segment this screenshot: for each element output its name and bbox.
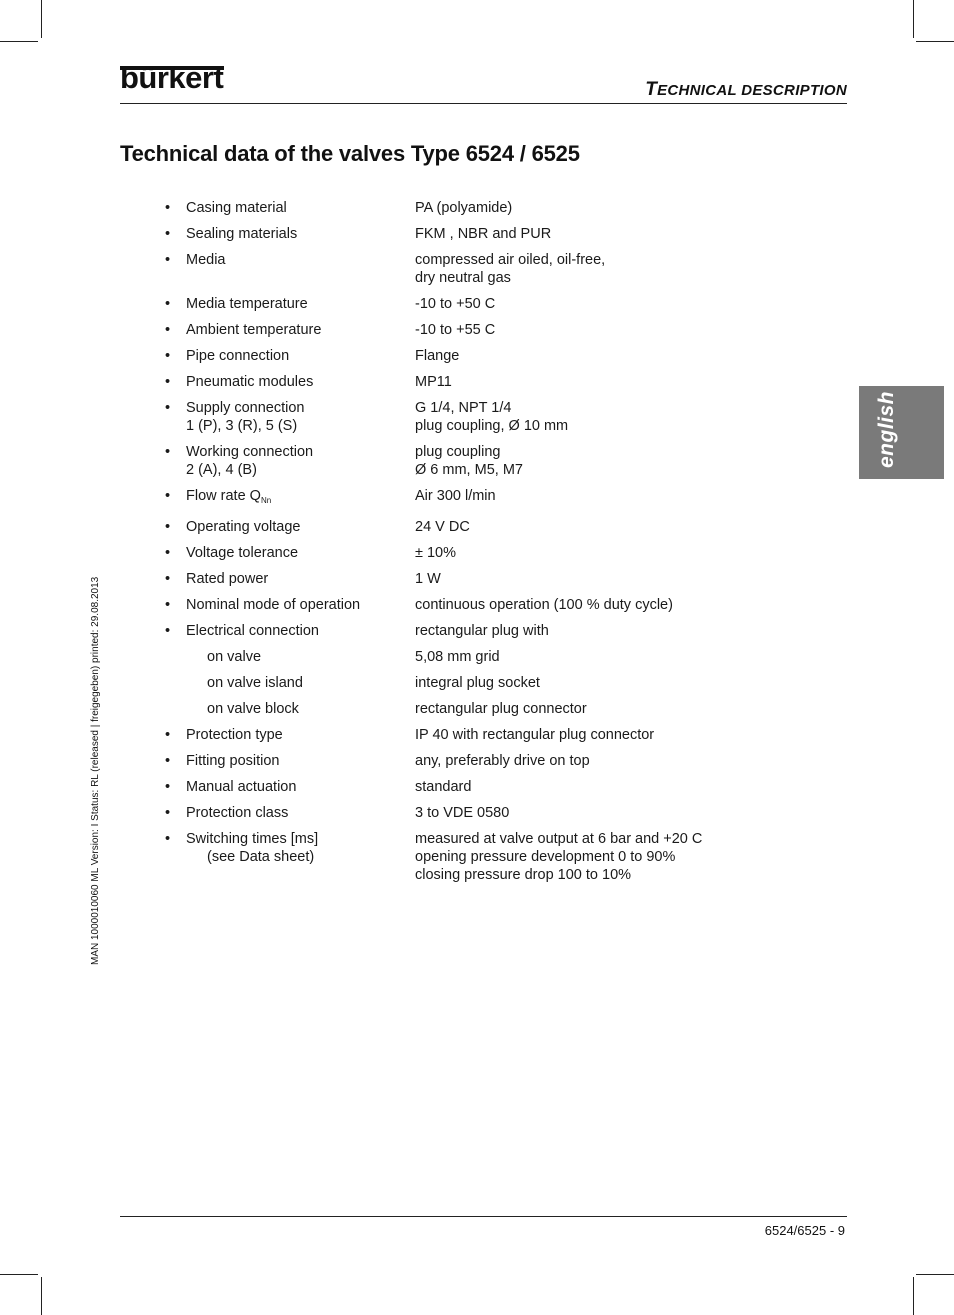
spec-label-text: Media temperature xyxy=(186,296,308,312)
spec-value xyxy=(415,674,765,692)
spec-label-line xyxy=(186,596,415,614)
spec-value xyxy=(415,399,765,435)
spec-label-line xyxy=(207,700,415,718)
spec-value xyxy=(415,804,765,822)
spec-label-line xyxy=(186,225,415,243)
spec-value-line: dry neutral gas xyxy=(415,270,511,286)
spec-value xyxy=(415,544,765,562)
spec-label xyxy=(186,347,415,365)
crop-mark xyxy=(916,41,954,42)
spec-label-text: on valve block xyxy=(207,701,299,717)
spec-row xyxy=(165,199,765,217)
spec-label-line xyxy=(186,726,415,744)
bullet: • xyxy=(165,727,171,743)
spec-label-text: Manual actuation xyxy=(186,779,297,795)
crop-mark xyxy=(0,41,38,42)
bullet: • xyxy=(165,400,171,416)
spec-label-line xyxy=(186,570,415,588)
spec-label-text: Protection type xyxy=(186,727,283,743)
spec-label-text: 1 (P), 3 (R), 5 (S) xyxy=(186,418,298,434)
spec-value xyxy=(415,726,765,744)
spec-label xyxy=(186,544,415,562)
spec-label xyxy=(186,199,415,217)
crop-mark xyxy=(41,1277,42,1315)
spec-row xyxy=(165,443,765,479)
spec-label xyxy=(186,622,415,640)
bullet xyxy=(165,700,186,718)
spec-label-line xyxy=(186,417,415,435)
spec-row xyxy=(165,622,765,640)
spec-label-text: Electrical connection xyxy=(186,623,319,639)
bullet xyxy=(165,648,186,666)
crop-mark xyxy=(913,0,914,38)
bullet: • xyxy=(165,545,171,561)
bullet: • xyxy=(165,296,171,312)
spec-label xyxy=(186,804,415,822)
spec-value xyxy=(415,570,765,588)
spec-label-line xyxy=(186,373,415,391)
spec-value xyxy=(415,295,765,313)
spec-row xyxy=(165,373,765,391)
spec-row xyxy=(165,487,765,510)
spec-value-line: integral plug socket xyxy=(415,675,540,691)
page-title: Technical data of the valves Type 6524 / 6525 xyxy=(120,141,580,166)
burkert-logo: bürkert xyxy=(120,60,224,95)
spec-value xyxy=(415,251,765,287)
spec-label-text: Pneumatic modules xyxy=(186,374,314,390)
bullet: • xyxy=(165,831,171,847)
spec-row xyxy=(165,596,765,614)
crop-mark xyxy=(0,1274,38,1275)
spec-label-text: Rated power xyxy=(186,571,269,587)
spec-value-line: Flange xyxy=(415,348,460,364)
spec-value xyxy=(415,487,765,510)
language-tab-label: english xyxy=(875,390,898,468)
spec-value-line: Air 300 l/min xyxy=(415,488,496,504)
spec-row xyxy=(165,347,765,365)
spec-value xyxy=(415,321,765,339)
header-rule xyxy=(120,103,847,104)
spec-label-line xyxy=(186,622,415,640)
spec-label-line xyxy=(186,778,415,796)
spec-label-line xyxy=(186,752,415,770)
section-title-initial: T xyxy=(645,79,658,100)
spec-value-line: PA (polyamide) xyxy=(415,200,513,216)
bullet: • xyxy=(165,200,171,216)
spec-label xyxy=(186,321,415,339)
language-tab xyxy=(859,386,944,479)
spec-value-line: Ø 6 mm, M5, M7 xyxy=(415,462,523,478)
spec-row xyxy=(165,726,765,744)
spec-label-text: Fitting position xyxy=(186,753,280,769)
spec-label-text: Sealing materials xyxy=(186,226,298,242)
spec-label xyxy=(186,674,415,692)
spec-label-text: Operating voltage xyxy=(186,519,301,535)
spec-row xyxy=(165,518,765,536)
bullet: • xyxy=(165,571,171,587)
spec-value-line: plug coupling, Ø 10 mm xyxy=(415,418,569,434)
section-title-rest: ECHNICAL DESCRIPTION xyxy=(657,82,847,99)
spec-value xyxy=(415,622,765,640)
spec-label-text: Voltage tolerance xyxy=(186,545,299,561)
spec-value-line: plug coupling xyxy=(415,444,501,460)
spec-label-line xyxy=(186,251,415,269)
spec-value-line: -10 to +55 C xyxy=(415,322,496,338)
spec-row xyxy=(165,544,765,562)
spec-value xyxy=(415,648,765,666)
spec-value xyxy=(415,830,765,884)
spec-label xyxy=(186,295,415,313)
spec-row xyxy=(165,399,765,435)
spec-label-line xyxy=(186,321,415,339)
bullet: • xyxy=(165,779,171,795)
spec-label-text: Media xyxy=(186,252,226,268)
spec-value-line: any, preferably drive on top xyxy=(415,753,590,769)
spec-value-line: rectangular plug connector xyxy=(415,701,587,717)
spec-label-text: Ambient temperature xyxy=(186,322,322,338)
crop-mark xyxy=(41,0,42,38)
spec-value-line: rectangular plug with xyxy=(415,623,549,639)
spec-row xyxy=(165,674,765,692)
spec-label xyxy=(186,373,415,391)
spec-label-line xyxy=(186,848,415,866)
spec-row xyxy=(165,295,765,313)
bullet xyxy=(165,674,186,692)
spec-value-line: opening pressure development 0 to 90% xyxy=(415,849,676,865)
spec-label-subscript: Nn xyxy=(260,496,272,505)
spec-label xyxy=(186,518,415,536)
spec-label xyxy=(186,830,415,884)
spec-label xyxy=(186,443,415,479)
spec-label-text: on valve island xyxy=(207,675,303,691)
spec-label-line xyxy=(186,443,415,461)
spec-label-line xyxy=(186,199,415,217)
spec-value-line: compressed air oiled, oil-free, xyxy=(415,252,606,268)
spec-value-line: closing pressure drop 100 to 10% xyxy=(415,867,632,883)
spec-row xyxy=(165,570,765,588)
bullet: • xyxy=(165,348,171,364)
crop-mark xyxy=(916,1274,954,1275)
spec-value xyxy=(415,225,765,243)
page-number: 6524/6525 - 9 xyxy=(764,1223,845,1238)
spec-label-line xyxy=(186,804,415,822)
spec-label-line xyxy=(186,347,415,365)
bullet: • xyxy=(165,322,171,338)
spec-label-text: on valve xyxy=(207,649,262,665)
spec-value xyxy=(415,700,765,718)
spec-value xyxy=(415,778,765,796)
bullet: • xyxy=(165,374,171,390)
footer-rule xyxy=(120,1216,847,1217)
spec-label-line xyxy=(186,461,415,479)
spec-row xyxy=(165,225,765,243)
spec-row xyxy=(165,321,765,339)
spec-label xyxy=(186,648,415,666)
spec-value xyxy=(415,443,765,479)
spec-label-line xyxy=(186,830,415,848)
bullet: • xyxy=(165,252,171,268)
spec-list xyxy=(165,199,765,892)
spec-label xyxy=(186,487,415,510)
spec-label-text: 2 (A), 4 (B) xyxy=(186,462,257,478)
spec-value-line: 24 V DC xyxy=(415,519,470,535)
spec-value-line: FKM , NBR and PUR xyxy=(415,226,552,242)
spec-label xyxy=(186,752,415,770)
spec-label-text: (see Data sheet) xyxy=(207,849,315,865)
spec-row xyxy=(165,778,765,796)
spec-value-line: 5,08 mm grid xyxy=(415,649,500,665)
spec-label-line xyxy=(186,487,415,510)
spec-row xyxy=(165,830,765,884)
spec-label-line xyxy=(186,295,415,313)
spec-label xyxy=(186,700,415,718)
bullet: • xyxy=(165,597,171,613)
spec-value-line: measured at valve output at 6 bar and +20 C xyxy=(415,831,703,847)
spec-value-line: MP11 xyxy=(415,374,452,390)
spec-label-text: Supply connection xyxy=(186,400,305,416)
bullet: • xyxy=(165,519,171,535)
spec-label xyxy=(186,570,415,588)
spec-value-line: 1 W xyxy=(415,571,441,587)
spec-value-line: -10 to +50 C xyxy=(415,296,496,312)
spec-label-text: Working connection xyxy=(186,444,314,460)
spec-label-line xyxy=(207,674,415,692)
spec-label-line xyxy=(207,648,415,666)
spec-value xyxy=(415,518,765,536)
spec-label-text: Switching times [ms] xyxy=(186,831,319,847)
spec-value-line: standard xyxy=(415,779,472,795)
spec-value xyxy=(415,347,765,365)
bullet: • xyxy=(165,226,171,242)
section-title xyxy=(645,79,847,101)
spec-row xyxy=(165,648,765,666)
spec-label-text: Flow rate Q xyxy=(186,488,261,504)
spec-row xyxy=(165,752,765,770)
spec-label-text: Pipe connection xyxy=(186,348,290,364)
spec-value xyxy=(415,199,765,217)
spec-label-text: Nominal mode of operation xyxy=(186,597,361,613)
spec-value-line: IP 40 with rectangular plug connector xyxy=(415,727,655,743)
bullet: • xyxy=(165,805,171,821)
bullet: • xyxy=(165,753,171,769)
spec-value xyxy=(415,596,765,614)
spec-label xyxy=(186,726,415,744)
spec-label xyxy=(186,251,415,287)
spec-value-line: G 1/4, NPT 1/4 xyxy=(415,400,512,416)
spec-label xyxy=(186,596,415,614)
spec-value-line: continuous operation (100 % duty cycle) xyxy=(415,597,673,613)
bullet: • xyxy=(165,444,171,460)
spec-label xyxy=(186,225,415,243)
spec-row xyxy=(165,804,765,822)
spec-label-line xyxy=(186,399,415,417)
spec-value xyxy=(415,373,765,391)
spec-label-line xyxy=(186,518,415,536)
crop-mark xyxy=(913,1277,914,1315)
bullet: • xyxy=(165,488,171,504)
spec-label xyxy=(186,399,415,435)
spec-value xyxy=(415,752,765,770)
bullet: • xyxy=(165,623,171,639)
spec-row xyxy=(165,700,765,718)
spec-label xyxy=(186,778,415,796)
spec-label-text: Protection class xyxy=(186,805,289,821)
spec-label-line xyxy=(186,544,415,562)
document-margin-note: MAN 1000010060 ML Version: I Status: RL (released | freigegeben) printed: 29.08.2013 xyxy=(90,576,101,965)
spec-label-text: Casing material xyxy=(186,200,287,216)
spec-value-line: 3 to VDE 0580 xyxy=(415,805,510,821)
spec-row xyxy=(165,251,765,287)
spec-value-line: ± 10% xyxy=(415,545,457,561)
